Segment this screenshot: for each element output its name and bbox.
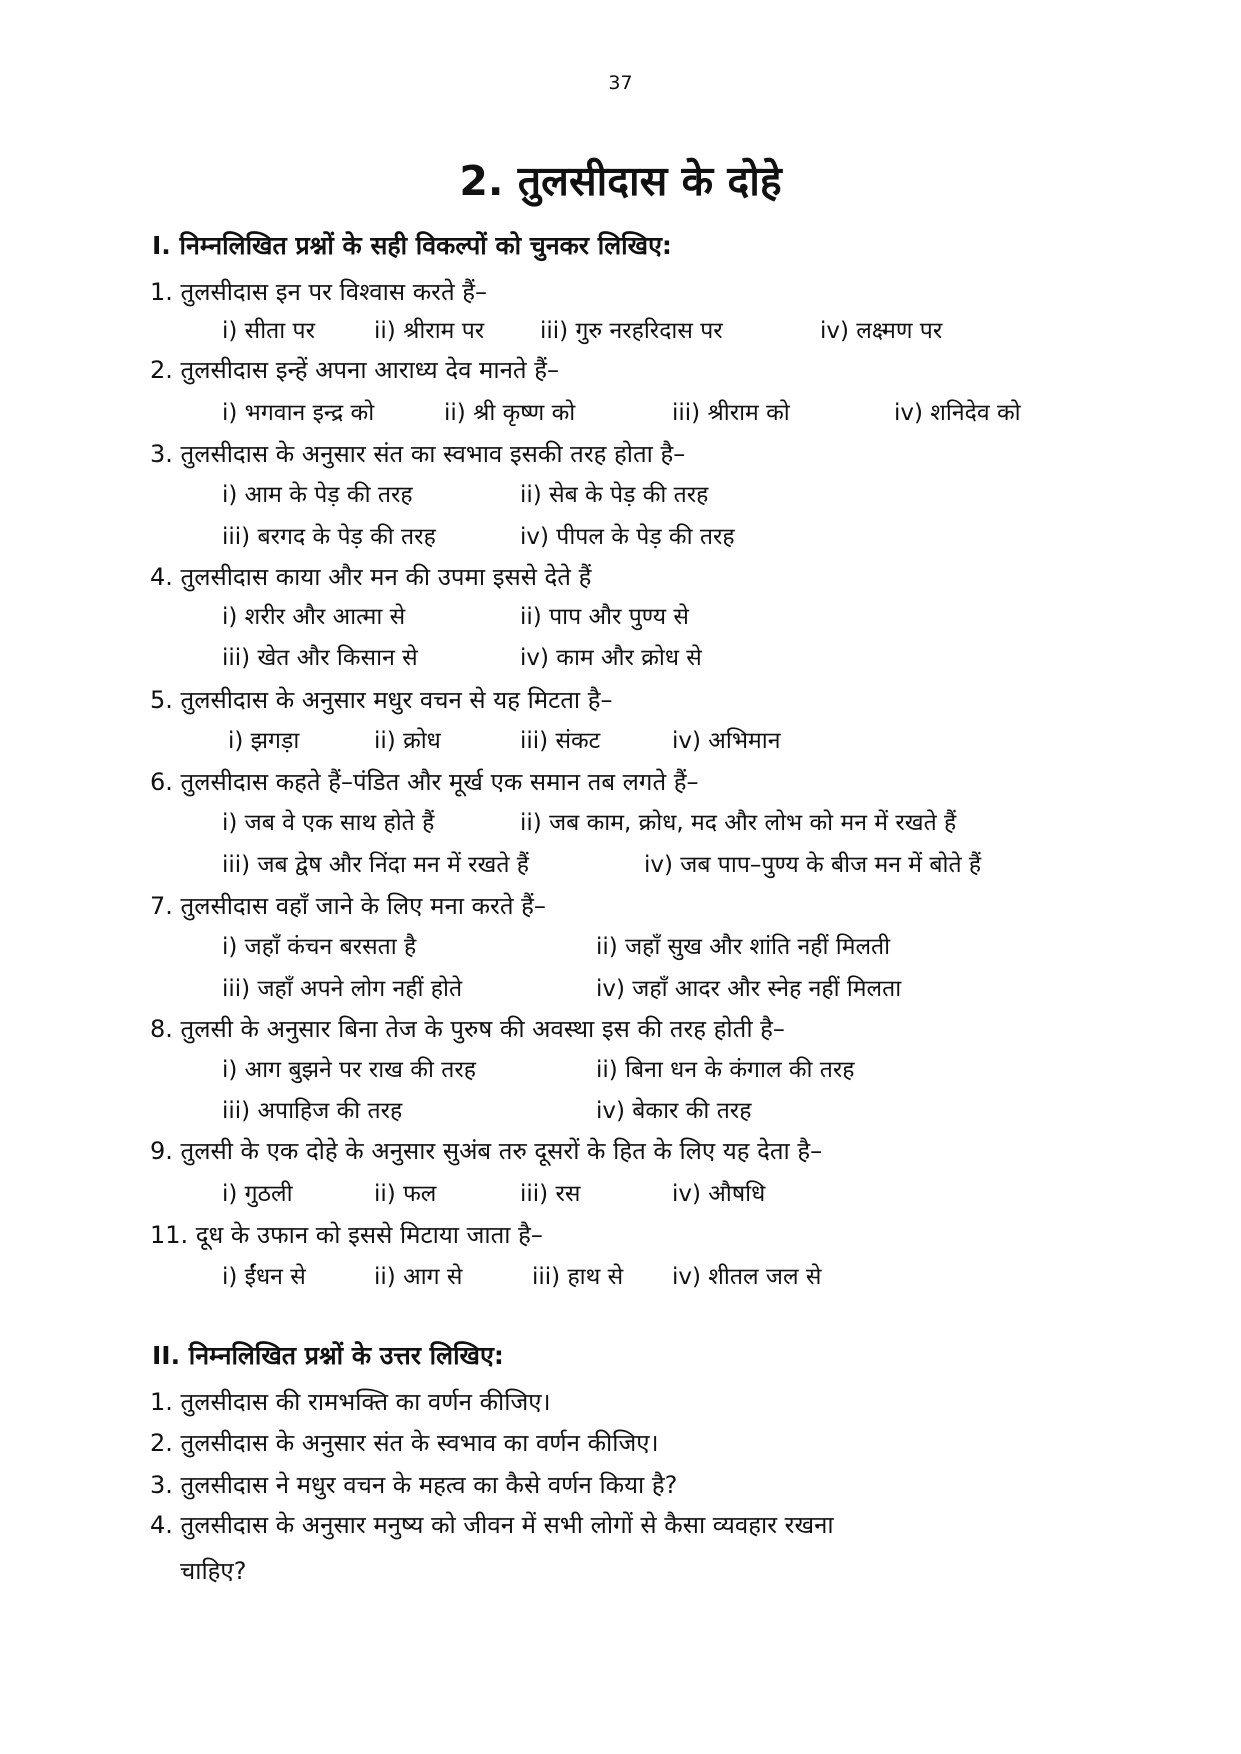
question-11-option-4: iv) शीतल जल से [672,1264,822,1290]
page-number: 37 [608,72,633,94]
question-9-option-2: ii) फल [374,1181,437,1207]
question-11-option-3: iii) हाथ से [532,1264,624,1290]
question-11-option-2: ii) आग से [374,1264,463,1290]
question-1-option-4: iv) लक्ष्मण पर [820,318,943,344]
question-7: 7. तुलसीदास वहाँ जाने के लिए मना करते हैं– [150,892,546,920]
question-7-option-4: iv) जहाँ आदर और स्नेह नहीं मिलता [596,976,902,1002]
question-5-option-4: iv) अभिमान [672,728,781,754]
short-answer-question-4 [150,1502,1050,1594]
question-9-option-3: iii) रस [520,1181,581,1207]
question-3-option-1: i) आम के पेड़ की तरह [222,482,413,508]
question-6-option-2: ii) जब काम, क्रोध, मद और लोभ को मन में रखते हैं [520,810,957,836]
question-3-option-2: ii) सेब के पेड़ की तरह [520,482,709,508]
question-9-option-4: iv) औषधि [672,1181,766,1207]
page-title: 2. तुलसीदास के दोहे [459,157,782,205]
question-9: 9. तुलसी के एक दोहे के अनुसार सुअंब तरु दूसरों के हित के लिए यह देता है– [150,1137,823,1165]
question-6-option-3: iii) जब द्वेष और निंदा मन में रखते हैं [222,852,529,878]
question-4: 4. तुलसीदास काया और मन की उपमा इससे देते हैं [150,563,592,591]
question-4-option-4: iv) काम और क्रोध से [520,645,702,671]
short-answer-question-4-line-1: 4. तुलसीदास के अनुसार मनुष्य को जीवन में सभी लोगों से कैसा व्यवहार रखना [150,1511,834,1539]
question-8: 8. तुलसी के अनुसार बिना तेज के पुरुष की अवस्था इस की तरह होती है– [150,1015,785,1043]
short-answer-question-2: 2. तुलसीदास के अनुसार संत के स्वभाव का वर्णन कीजिए। [150,1429,659,1457]
question-5-option-1: i) झगड़ा [228,728,300,754]
question-2: 2. तुलसीदास इन्हें अपना आराध्य देव मानते हैं– [150,356,559,384]
question-1-option-1: i) सीता पर [222,318,316,344]
question-5: 5. तुलसीदास के अनुसार मधुर वचन से यह मिटता है– [150,686,613,714]
section-2-heading: II. निम्नलिखित प्रश्नों के उत्तर लिखिए: [152,1341,504,1370]
question-2-option-4: iv) शनिदेव को [894,400,1021,426]
question-3: 3. तुलसीदास के अनुसार संत का स्वभाव इसकी तरह होता है– [150,440,686,468]
question-11-option-1: i) ईंधन से [222,1264,306,1290]
question-6: 6. तुलसीदास कहते हैं–पंडित और मूर्ख एक समान तब लगते हैं– [150,768,699,796]
question-3-option-4: iv) पीपल के पेड़ की तरह [520,524,735,550]
question-2-option-3: iii) श्रीराम को [672,400,790,426]
question-4-option-2: ii) पाप और पुण्य से [520,604,689,630]
question-7-option-3: iii) जहाँ अपने लोग नहीं होते [222,976,463,1002]
question-8-option-2: ii) बिना धन के कंगाल की तरह [596,1057,855,1083]
question-4-option-3: iii) खेत और किसान से [222,645,418,671]
question-2-option-2: ii) श्री कृष्ण को [444,400,576,426]
question-8-option-1: i) आग बुझने पर राख की तरह [222,1057,476,1083]
short-answer-question-4-line-2: चाहिए? [180,1557,247,1585]
question-1: 1. तुलसीदास इन पर विश्वास करते हैं– [150,278,488,306]
question-8-option-4: iv) बेकार की तरह [596,1098,752,1124]
question-4-option-1: i) शरीर और आत्मा से [222,604,406,630]
question-11: 11. दूध के उफान को इससे मिटाया जाता है– [150,1221,543,1249]
question-6-option-1: i) जब वे एक साथ होते हैं [222,810,435,836]
question-3-option-3: iii) बरगद के पेड़ की तरह [222,524,436,550]
short-answer-question-3: 3. तुलसीदास ने मधुर वचन के महत्व का कैसे वर्णन किया है? [150,1471,678,1499]
question-5-option-2: ii) क्रोध [374,728,441,754]
short-answer-question-1: 1. तुलसीदास की रामभक्ति का वर्णन कीजिए। [150,1388,551,1416]
question-5-option-3: iii) संकट [520,728,601,754]
question-2-option-1: i) भगवान इन्द्र को [222,400,375,426]
section-1-heading: I. निम्नलिखित प्रश्नों के सही विकल्पों को चुनकर लिखिए: [152,231,672,260]
question-7-option-2: ii) जहाँ सुख और शांति नहीं मिलती [596,934,891,960]
question-8-option-3: iii) अपाहिज की तरह [222,1098,403,1124]
question-9-option-1: i) गुठली [222,1181,293,1207]
question-7-option-1: i) जहाँ कंचन बरसता है [222,934,417,960]
question-1-option-2: ii) श्रीराम पर [374,318,485,344]
question-1-option-3: iii) गुरु नरहरिदास पर [540,318,723,344]
question-6-option-4: iv) जब पाप–पुण्य के बीज मन में बोते हैं [644,852,982,878]
